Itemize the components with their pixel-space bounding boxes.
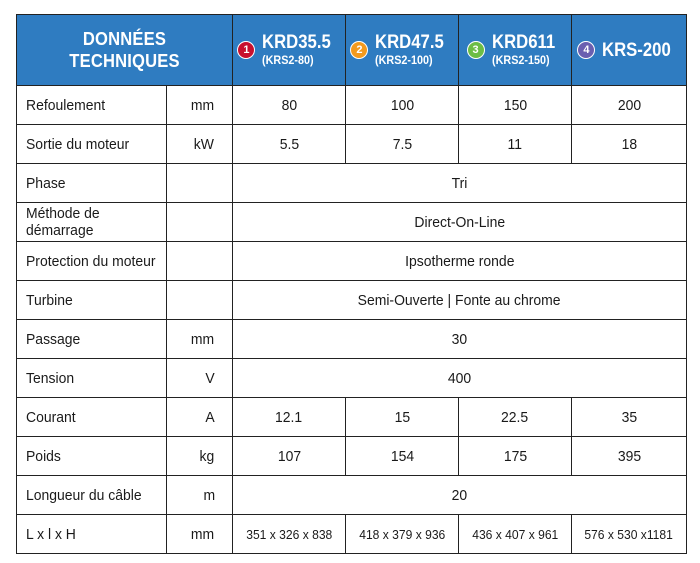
row-value: 150 bbox=[459, 86, 572, 125]
row-label: Turbine bbox=[17, 281, 167, 320]
row-unit bbox=[167, 242, 233, 281]
table-row bbox=[17, 476, 687, 515]
model-name: KRD35.5 bbox=[262, 32, 332, 53]
row-value-merged: Direct-On-Line bbox=[233, 203, 687, 242]
row-label: Méthode de démarrage bbox=[17, 203, 167, 242]
model-variant: (KRS2-150) bbox=[491, 53, 550, 67]
row-value-merged: Semi-Ouverte | Fonte au chrome bbox=[233, 281, 687, 320]
row-unit: kW bbox=[167, 125, 233, 164]
row-value: 7.5 bbox=[346, 125, 459, 164]
row-unit: m bbox=[167, 476, 233, 515]
table-row bbox=[17, 359, 687, 398]
row-value: 436 x 407 x 961 bbox=[459, 515, 572, 554]
model-number-badge: 2 bbox=[350, 41, 368, 59]
row-label: L x l x H bbox=[17, 515, 167, 554]
row-label: Refoulement bbox=[17, 86, 167, 125]
row-value-merged: 20 bbox=[233, 476, 687, 515]
row-value: 35 bbox=[572, 398, 687, 437]
row-unit: mm bbox=[167, 515, 233, 554]
row-value: 5.5 bbox=[233, 125, 346, 164]
row-label: Phase bbox=[17, 164, 167, 203]
table-row bbox=[17, 398, 687, 437]
model-number-badge: 4 bbox=[577, 41, 595, 59]
model-variant: (KRS2-100) bbox=[375, 53, 434, 67]
table-row bbox=[17, 515, 687, 554]
header-title-cell bbox=[17, 15, 233, 86]
table-row bbox=[17, 320, 687, 359]
model-header-4 bbox=[572, 15, 687, 86]
model-number-badge: 1 bbox=[237, 41, 255, 59]
row-value: 418 x 379 x 936 bbox=[346, 515, 459, 554]
row-unit bbox=[167, 203, 233, 242]
row-unit bbox=[167, 164, 233, 203]
row-value: 11 bbox=[459, 125, 572, 164]
spec-table bbox=[16, 14, 687, 554]
row-label: Poids bbox=[17, 437, 167, 476]
model-name: KRD47.5 bbox=[375, 32, 445, 53]
row-value: 15 bbox=[346, 398, 459, 437]
row-unit: kg bbox=[167, 437, 233, 476]
row-value: 18 bbox=[572, 125, 687, 164]
row-label: Sortie du moteur bbox=[17, 125, 167, 164]
row-label: Longueur du câble bbox=[17, 476, 167, 515]
row-value: 12.1 bbox=[233, 398, 346, 437]
row-value-merged: Ipsotherme ronde bbox=[233, 242, 687, 281]
row-value: 576 x 530 x1181 bbox=[572, 515, 687, 554]
row-label: Protection du moteur bbox=[17, 242, 167, 281]
row-value: 351 x 326 x 838 bbox=[233, 515, 346, 554]
table-row bbox=[17, 164, 687, 203]
row-value: 154 bbox=[346, 437, 459, 476]
model-header-2 bbox=[346, 15, 459, 86]
table-row bbox=[17, 203, 687, 242]
row-unit: V bbox=[167, 359, 233, 398]
row-value: 200 bbox=[572, 86, 687, 125]
header-title-line2: TECHNIQUES bbox=[69, 51, 180, 71]
table-row bbox=[17, 281, 687, 320]
row-unit: mm bbox=[167, 86, 233, 125]
model-header-3 bbox=[459, 15, 572, 86]
row-label: Courant bbox=[17, 398, 167, 437]
row-unit bbox=[167, 281, 233, 320]
model-name: KRD611 bbox=[491, 32, 555, 53]
model-header-1 bbox=[233, 15, 346, 86]
model-name: KRS-200 bbox=[602, 39, 672, 61]
row-label: Tension bbox=[17, 359, 167, 398]
table-row bbox=[17, 125, 687, 164]
row-unit: A bbox=[167, 398, 233, 437]
row-value-merged: Tri bbox=[233, 164, 687, 203]
row-value: 175 bbox=[459, 437, 572, 476]
row-value: 100 bbox=[346, 86, 459, 125]
row-value-merged: 400 bbox=[233, 359, 687, 398]
table-row bbox=[17, 86, 687, 125]
model-number-badge: 3 bbox=[467, 41, 485, 59]
row-value-merged: 30 bbox=[233, 320, 687, 359]
row-value: 22.5 bbox=[459, 398, 572, 437]
row-label: Passage bbox=[17, 320, 167, 359]
header-title-line1: DONNÉES bbox=[82, 29, 167, 49]
table-row bbox=[17, 242, 687, 281]
row-value: 80 bbox=[233, 86, 346, 125]
header-row bbox=[17, 15, 687, 86]
table-row bbox=[17, 437, 687, 476]
row-value: 395 bbox=[572, 437, 687, 476]
model-variant: (KRS2-80) bbox=[262, 53, 315, 67]
row-unit: mm bbox=[167, 320, 233, 359]
row-value: 107 bbox=[233, 437, 346, 476]
